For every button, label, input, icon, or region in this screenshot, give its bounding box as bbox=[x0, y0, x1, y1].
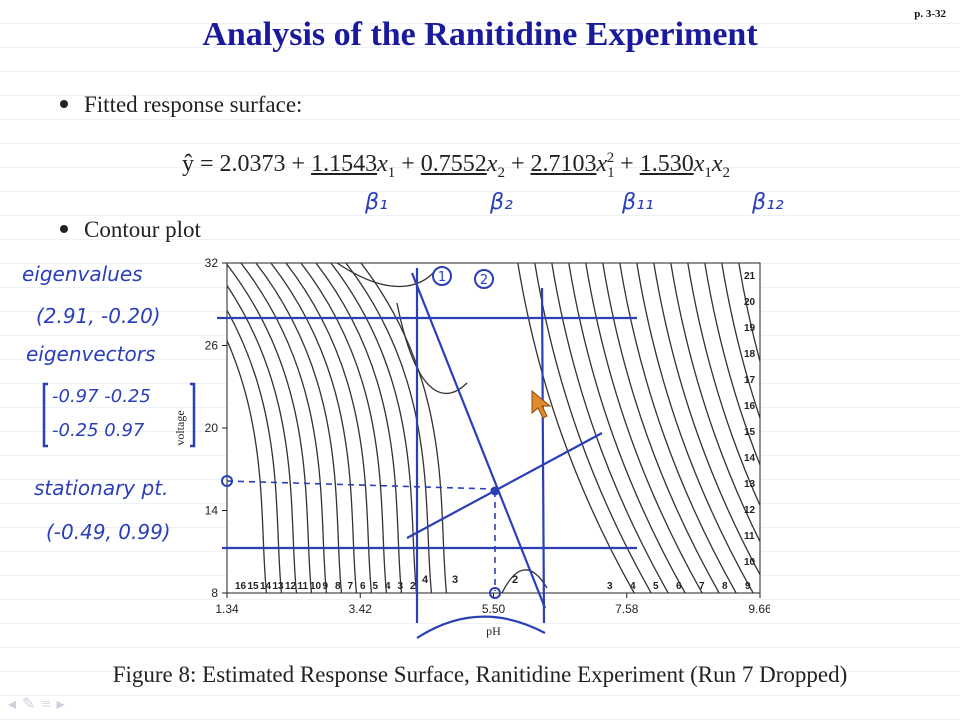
coef-b2: 0.7552 bbox=[420, 151, 487, 177]
contour-label: 4 bbox=[422, 574, 429, 586]
pen-icon[interactable]: ✎ bbox=[22, 696, 42, 713]
contour-label: 16 bbox=[235, 581, 247, 592]
note-eigenvectors-label: eigenvectors bbox=[26, 342, 156, 366]
contour-label: 15 bbox=[247, 581, 259, 592]
contour-label: 11 bbox=[744, 531, 755, 542]
contour-label: 7 bbox=[699, 581, 705, 592]
var-x1: x bbox=[377, 151, 388, 177]
var-x2: x bbox=[486, 151, 498, 177]
contour-label: 5 bbox=[653, 581, 659, 592]
left-bracket bbox=[44, 384, 48, 446]
var-x1: x bbox=[693, 151, 705, 177]
contour-label: 21 bbox=[744, 271, 756, 282]
y-tick-label: 14 bbox=[204, 503, 218, 518]
bullet-text: Contour plot bbox=[84, 217, 201, 242]
note-stationary-label: stationary pt. bbox=[34, 476, 169, 500]
contour-plot bbox=[170, 255, 770, 650]
note-eigenvector-row1: -0.97 -0.25 bbox=[52, 386, 151, 407]
contour-label: 6 bbox=[360, 581, 366, 592]
contour-label: 17 bbox=[744, 375, 756, 386]
op-plus: + bbox=[395, 151, 421, 177]
sub-2: 2 bbox=[497, 164, 505, 181]
contour-label: 13 bbox=[272, 581, 284, 592]
contour-label: 2 bbox=[512, 574, 519, 586]
contour-label: 3 bbox=[397, 581, 404, 592]
contour-label: 2 bbox=[410, 581, 416, 592]
coef-b12: 1.530 bbox=[639, 151, 694, 177]
x-tick-label: 1.34 bbox=[215, 602, 239, 616]
contour-label: 6 bbox=[676, 581, 682, 592]
contour-label: 7 bbox=[347, 581, 354, 592]
annot-arc bbox=[417, 617, 545, 638]
contour-label: 20 bbox=[744, 297, 756, 308]
note-eigenvalues-label: eigenvalues bbox=[22, 262, 143, 286]
coef-b1: 1.1543 bbox=[311, 151, 378, 177]
contour-label: 19 bbox=[744, 323, 756, 334]
menu-icon[interactable]: ≡ bbox=[41, 696, 57, 713]
contour-label: 14 bbox=[744, 453, 756, 464]
contour-label: 11 bbox=[297, 581, 309, 592]
coef-b11: 2.7103 bbox=[530, 151, 597, 177]
contour-label: 15 bbox=[744, 427, 756, 438]
note-eigenvector-row2: -0.25 0.97 bbox=[52, 420, 145, 441]
x-tick-label: 9.66 bbox=[748, 602, 770, 616]
y-tick-label: 8 bbox=[211, 586, 218, 600]
annot-b1: β₁ bbox=[365, 190, 388, 215]
y-tick-label: 26 bbox=[204, 338, 218, 353]
prev-icon[interactable]: ◂ bbox=[8, 696, 23, 713]
contour-label: 4 bbox=[630, 581, 636, 592]
note-stationary-point: (-0.49, 0.99) bbox=[46, 520, 171, 544]
contour-label: 5 bbox=[372, 581, 379, 592]
equation-lhs: ŷ = 2.0373 + bbox=[182, 151, 312, 177]
contour-label: 8 bbox=[335, 581, 341, 592]
contour-label: 4 bbox=[385, 581, 391, 592]
annot-b12: β₁₂ bbox=[752, 190, 784, 215]
contour-label: 10 bbox=[744, 557, 756, 568]
x-axis-label: pH bbox=[486, 624, 501, 638]
sub-1: 1 bbox=[704, 164, 712, 181]
op-plus: + bbox=[504, 151, 531, 177]
op-plus: + bbox=[614, 151, 640, 177]
contour-label: 18 bbox=[744, 349, 756, 360]
y-tick-label: 20 bbox=[204, 421, 218, 435]
contour-label: 9 bbox=[322, 581, 329, 592]
contour-label: 16 bbox=[744, 401, 756, 412]
var-x1-sq: x bbox=[596, 151, 608, 177]
annot-b11: β₁₁ bbox=[622, 190, 654, 215]
sup-2: 2 bbox=[606, 150, 615, 166]
viewer-toolbar[interactable] bbox=[8, 694, 71, 714]
annot-b2: β₂ bbox=[490, 190, 513, 215]
contour-label: 12 bbox=[285, 581, 297, 592]
y-axis-label: voltage bbox=[173, 410, 187, 446]
sub-1: 1 bbox=[607, 164, 615, 181]
note-eigenvalues: (2.91, -0.20) bbox=[36, 304, 161, 328]
contour-label: 14 bbox=[260, 581, 272, 592]
x-tick-label: 5.50 bbox=[481, 602, 506, 616]
contour-label: 3 bbox=[452, 574, 459, 586]
sub-2: 2 bbox=[722, 164, 730, 181]
bullet-text: Fitted response surface: bbox=[84, 92, 303, 117]
contour-label: 9 bbox=[745, 581, 751, 592]
x-tick-label: 3.42 bbox=[348, 602, 372, 616]
figure-caption: Figure 8: Estimated Response Surface, Ranitidine Experiment (Run 7 Dropped) bbox=[112, 662, 848, 687]
sub-1: 1 bbox=[387, 164, 396, 181]
annot-circle-1-label: 1 bbox=[437, 270, 447, 285]
contour-label: 8 bbox=[722, 581, 728, 592]
contour-label: 12 bbox=[744, 505, 756, 516]
annot-circle-2-label: 2 bbox=[479, 273, 489, 288]
page-number: p. 3-32 bbox=[914, 8, 946, 20]
contour-label: 10 bbox=[310, 581, 322, 592]
next-icon[interactable]: ▸ bbox=[56, 696, 71, 713]
x-tick-label: 7.58 bbox=[615, 602, 639, 616]
contour-label: 3 bbox=[607, 581, 613, 592]
contour-plot-svg bbox=[170, 255, 770, 650]
y-tick-label: 32 bbox=[204, 256, 218, 270]
contour-label: 13 bbox=[744, 479, 756, 490]
slide-title: Analysis of the Ranitidine Experiment bbox=[202, 16, 758, 53]
annot-stationary-point bbox=[491, 487, 500, 496]
var-x2: x bbox=[711, 151, 723, 177]
